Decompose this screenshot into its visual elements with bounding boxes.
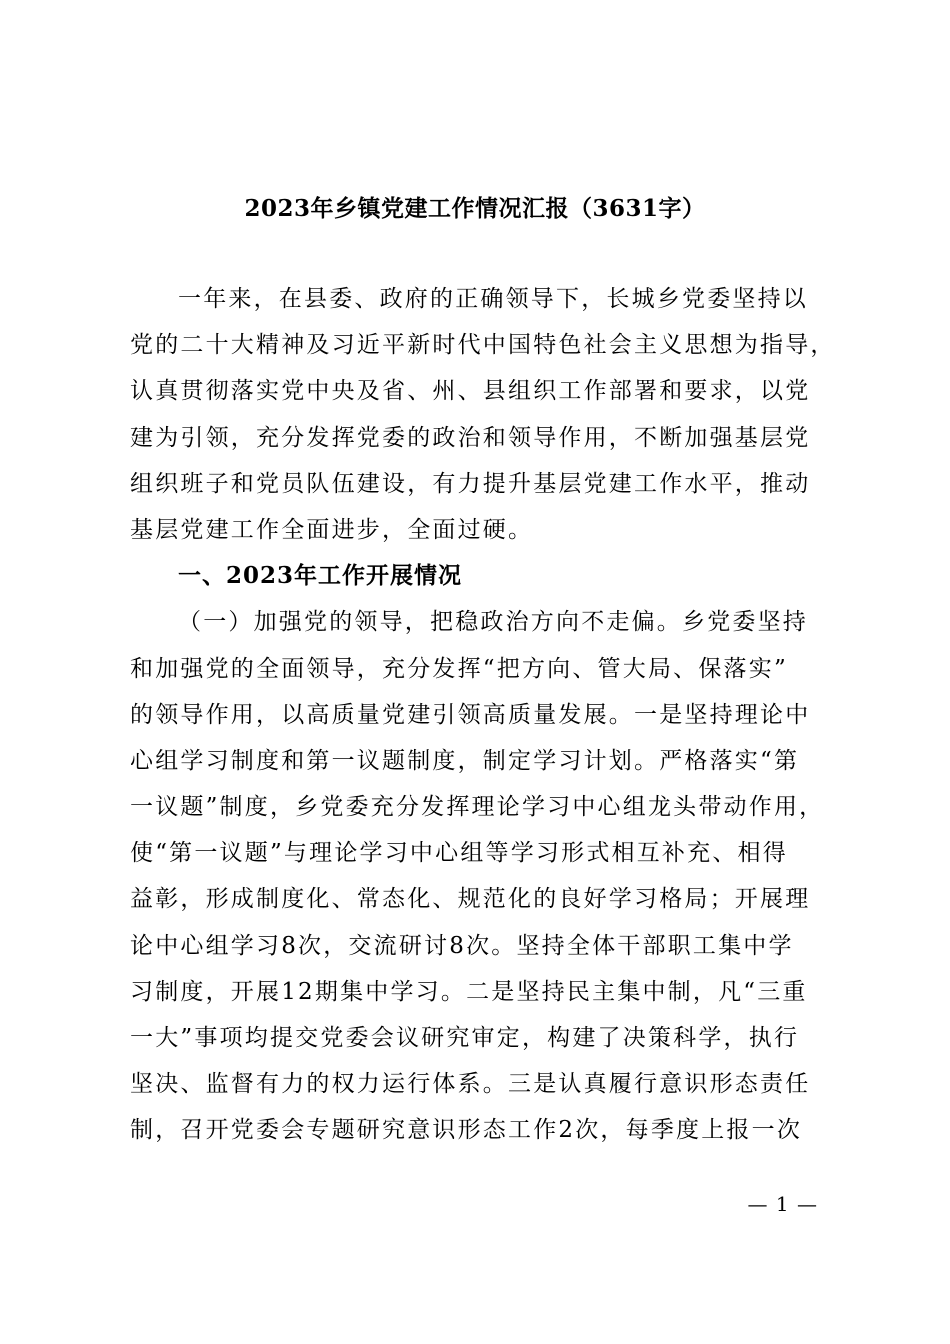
- document-body: [130, 276, 842, 1154]
- paragraph-line: 使“第一议题”与理论学习中心组等学习形式相互补充、相得: [130, 840, 788, 867]
- paragraph-line: 党的二十大精神及习近平新时代中国特色社会主义思想为指导，: [130, 332, 836, 359]
- document-title: 2023年乡镇党建工作情况汇报（3631字）: [244, 195, 706, 222]
- page-number: — 1 —: [747, 1192, 818, 1216]
- paragraph-line: 建为引领，充分发挥党委的政治和领导作用，不断加强基层党: [130, 424, 811, 451]
- paragraph-line: 认真贯彻落实党中央及省、州、县组织工作部署和要求，以党: [130, 378, 811, 405]
- paragraph-line: 坚决、监督有力的权力运行体系。三是认真履行意识形态责任: [130, 1071, 811, 1098]
- paragraph-line: 一大”事项均提交党委会议研究审定，构建了决策科学，执行: [130, 1025, 800, 1051]
- paragraph-line: 一年来，在县委、政府的正确领导下，长城乡党委坚持以: [178, 286, 808, 312]
- paragraph-line: 制，召开党委会专题研究意识形态工作2次，每季度上报一次: [130, 1117, 803, 1144]
- paragraph-line: 一议题”制度，乡党委充分发挥理论学习中心组龙头带动作用，: [130, 794, 825, 821]
- paragraph-line: 心组学习制度和第一议题制度，制定学习计划。严格落实“第: [130, 747, 800, 774]
- paragraph-line: 基层党建工作全面进步，全面过硬。: [130, 516, 534, 543]
- paragraph-line: 组织班子和党员队伍建设，有力提升基层党建工作水平，推动: [130, 470, 811, 497]
- paragraph-line: （一）加强党的领导，把稳政治方向不走偏。乡党委坚持: [178, 609, 808, 636]
- section-heading: 一、2023年工作开展情况: [178, 562, 463, 590]
- paragraph-line: 习制度，开展12期集中学习。二是坚持民主集中制，凡“三重: [130, 978, 808, 1005]
- paragraph-line: 论中心组学习8次，交流研讨8次。坚持全体干部职工集中学: [130, 932, 794, 959]
- paragraph-line: 益彰，形成制度化、常态化、规范化的良好学习格局；开展理: [130, 886, 811, 913]
- paragraph-line: 和加强党的全面领导，充分发挥“把方向、管大局、保落实”: [130, 655, 788, 682]
- paragraph-line: 的领导作用，以高质量党建引领高质量发展。一是坚持理论中: [130, 701, 811, 728]
